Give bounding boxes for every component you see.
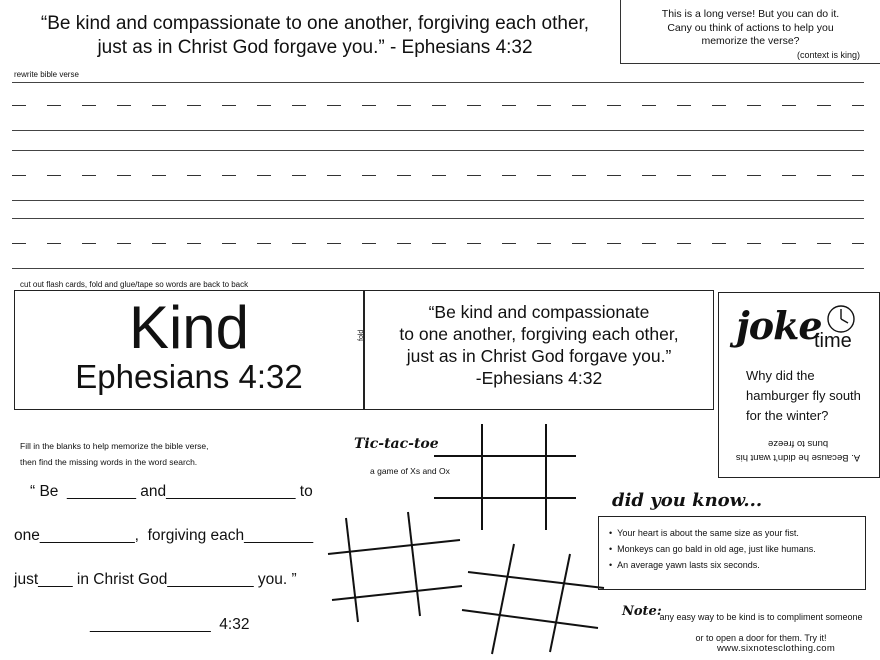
hint-line2: Cany ou think of actions to help you	[667, 21, 834, 34]
tic-tac-toe-grid[interactable]	[324, 508, 464, 626]
writing-line	[12, 200, 864, 201]
joke-title: joke	[736, 303, 822, 348]
flash-card-word: Kind	[128, 294, 250, 361]
flash-card-verse-line: -Ephesians 4:32	[475, 368, 603, 388]
note-line1: any easy way to be kind is to compliment someone	[659, 612, 863, 622]
did-you-know-title: did you know...	[612, 490, 763, 511]
writing-line	[12, 268, 864, 269]
flash-card-back	[364, 290, 714, 410]
fill-in-line: ______________ 4:32	[90, 616, 250, 633]
hint-line3: memorize the verse?	[701, 35, 800, 47]
joke-answer-upside-down: A. Because he didn't want his buns to freeze	[735, 438, 861, 463]
did-you-know-box	[598, 516, 866, 590]
fold-label: fold	[358, 329, 365, 341]
top-verse	[20, 12, 610, 60]
fact-item: • Monkeys can go bald in old age, just like humans.	[609, 541, 855, 557]
writing-line	[12, 150, 864, 151]
flash-card-verse-line: to one another, forgiving each other,	[399, 324, 679, 344]
top-verse-line1: “Be kind and compassionate to one another, forgiving each other,	[40, 13, 590, 34]
dashed-guide-line	[12, 243, 864, 244]
fill-in-line: “ Be ________ and_______________ to	[30, 483, 313, 500]
flash-card-verse-line: “Be kind and compassionate	[428, 302, 650, 322]
writing-line	[12, 82, 864, 83]
fill-in-instruction-line2: then find the missing words in the word search.	[20, 457, 198, 467]
note-line2: or to open a door for them. Try it!	[695, 633, 827, 643]
flash-card-verse-line: just as in Christ God forgave you.”	[406, 346, 672, 366]
writing-line	[12, 218, 864, 219]
dashed-guide-line	[12, 175, 864, 176]
hint-context: (context is king)	[796, 49, 860, 60]
website-link[interactable]: www.sixnotesclothing.com	[717, 643, 836, 654]
dashed-guide-line	[12, 105, 864, 106]
fact-item: • An average yawn lasts six seconds.	[609, 557, 855, 573]
fill-in-instructions	[20, 438, 209, 470]
fill-in-line: just____ in Christ God__________ you. ”	[14, 571, 297, 588]
tic-tac-toe-subtitle: a game of Xs and Ox	[370, 466, 450, 476]
rewrite-label: rewrite bible verse	[14, 70, 79, 79]
cut-instructions: cut out flash cards, fold and glue/tape so words are back to back	[20, 280, 249, 289]
tic-tac-toe-grid[interactable]	[458, 540, 608, 656]
note-label: Note:	[622, 604, 662, 619]
writing-line	[12, 130, 864, 131]
fill-in-line: one___________, forgiving each________	[14, 527, 314, 544]
fill-in-instruction-line1: Fill in the blanks to help memorize the bible verse,	[20, 441, 209, 451]
flash-card-front	[14, 290, 364, 410]
joke-question: Why did the hamburger fly south for the winter?	[746, 368, 861, 423]
hint-box	[620, 0, 880, 64]
joke-time-word: time	[814, 330, 852, 352]
hint-line1: This is a long verse! But you can do it.	[661, 8, 840, 20]
flash-card-reference: Ephesians 4:32	[75, 358, 303, 395]
fact-item: • Your heart is about the same size as your fist.	[609, 525, 855, 541]
tic-tac-toe-title: Tic-tac-toe	[354, 436, 439, 452]
top-verse-line2: just as in Christ God forgave you.” - Ephesians 4:32	[97, 37, 533, 58]
